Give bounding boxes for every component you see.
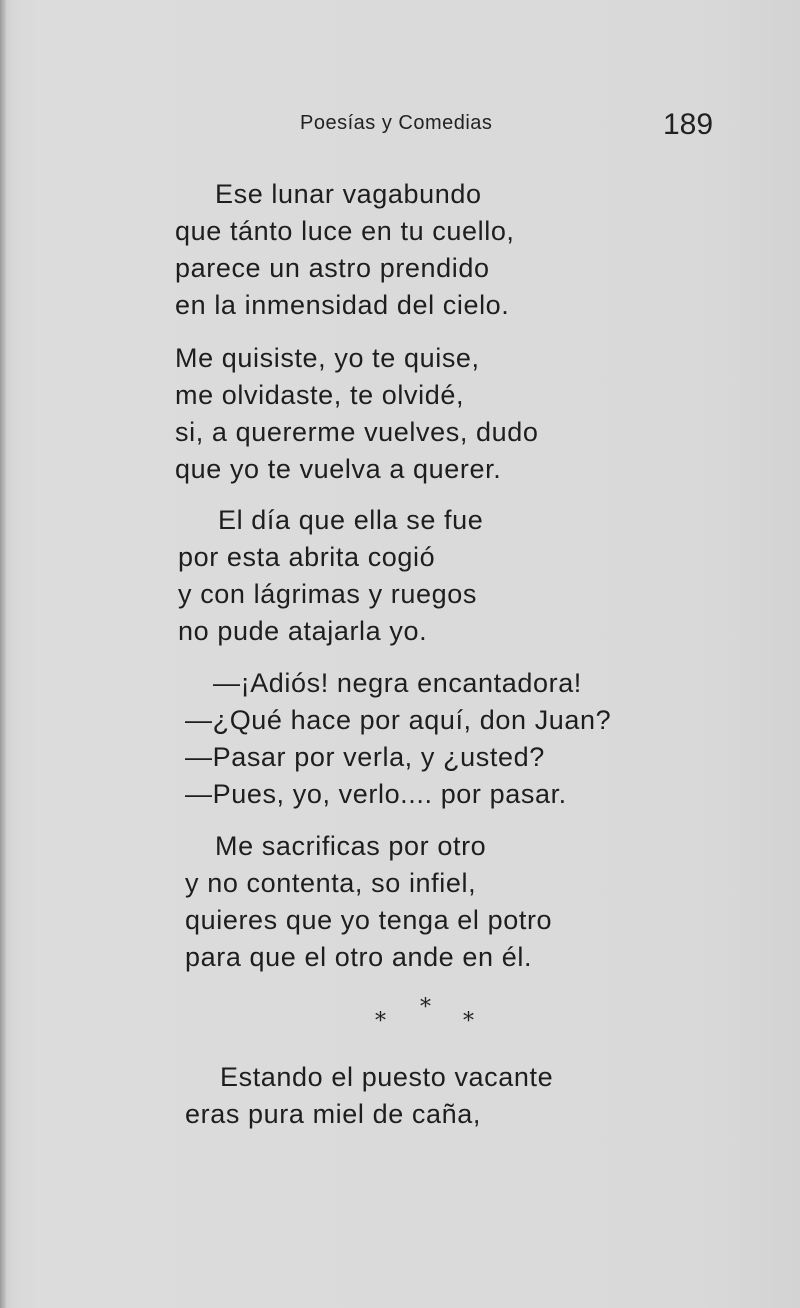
stanza-1: [175, 176, 515, 324]
verse-line: y con lágrimas y ruegos: [178, 579, 477, 609]
verse-line: parece un astro prendido: [175, 253, 490, 283]
stanza-5: [185, 828, 552, 976]
asterisk: *: [375, 1009, 386, 1034]
stanza-4: [185, 665, 611, 813]
verse-line: si, a quererme vuelves, dudo: [175, 417, 539, 447]
verse-line: —¡Adiós! negra encantadora!: [213, 668, 582, 698]
verse-line: no pude atajarla yo.: [178, 616, 428, 646]
verse-line: El día que ella se fue: [218, 505, 484, 535]
asterism-separator: [375, 995, 485, 1035]
verse-line: —Pasar por verla, y ¿usted?: [185, 742, 545, 772]
asterisk: *: [463, 1009, 474, 1034]
verse-line: Me sacrificas por otro: [215, 831, 487, 861]
page-edge: [0, 0, 6, 1308]
stanza-6: [185, 1059, 553, 1133]
verse-line: para que el otro ande en él.: [185, 942, 533, 972]
verse-line: y no contenta, so infiel,: [185, 868, 477, 898]
verse-line: —¿Qué hace por aquí, don Juan?: [185, 705, 612, 735]
verse-line: eras pura miel de caña,: [185, 1099, 481, 1129]
running-title: Poesías y Comedias: [300, 112, 493, 134]
stanza-3: [178, 502, 483, 650]
verse-line: quieres que yo tenga el potro: [185, 905, 553, 935]
verse-line: me olvidaste, te olvidé,: [175, 380, 465, 410]
verse-line: que yo te vuelva a querer.: [175, 454, 502, 484]
page-number: 189: [663, 108, 714, 141]
asterisk: *: [420, 995, 431, 1020]
verse-line: Estando el puesto vacante: [220, 1062, 554, 1092]
verse-line: —Pues, yo, verlo.... por pasar.: [185, 779, 567, 809]
verse-line: por esta abrita cogió: [178, 542, 436, 572]
verse-line: que tánto luce en tu cuello,: [175, 216, 515, 246]
verse-line: en la inmensidad del cielo.: [175, 290, 510, 320]
stanza-2: [175, 340, 539, 488]
verse-line: Me quisiste, yo te quise,: [175, 343, 480, 373]
verse-line: Ese lunar vagabundo: [215, 179, 482, 209]
